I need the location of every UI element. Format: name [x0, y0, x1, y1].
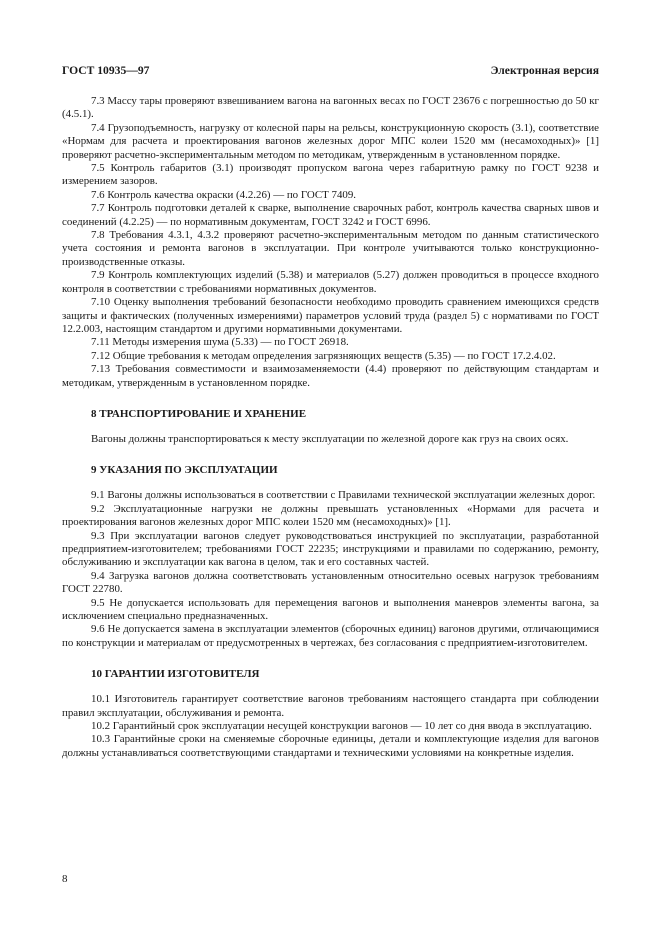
standard-designation: ГОСТ 10935—97 [62, 64, 150, 77]
page-number: 8 [62, 873, 68, 885]
clause-7-11: 7.11 Методы измерения шума (5.33) — по ГОСТ 26918. [91, 336, 349, 349]
clause-7-6: 7.6 Контроль качества окраски (4.2.26) — по ГОСТ 7409. [91, 188, 357, 201]
clause-9-6: 9.6 Не допускается замена в эксплуатации элементов (сборочных единиц) вагонов другими, отличающимися по конструкции и материалам от предусмотренных в чертежах, без согласования с предприятием-изготовителем. [62, 623, 599, 649]
section-8-heading: 8 ТРАНСПОРТИРОВАНИЕ И ХРАНЕНИЕ [91, 407, 307, 420]
section-9-heading: 9 УКАЗАНИЯ ПО ЭКСПЛУАТАЦИИ [91, 464, 278, 477]
clause-7-5: 7.5 Контроль габаритов (3.1) производят пропуском вагона через габаритную рамку по ГОСТ 9238 и измерением зазоров. [62, 162, 599, 188]
section-8-text: Вагоны должны транспортироваться к месту эксплуатации по железной дороге как груз на своих осях. [91, 432, 569, 445]
clause-7-8: 7.8 Требования 4.3.1, 4.3.2 проверяют расчетно-экспериментальным методом по данным статистического учета состояния и ремонта вагонов в эксплуатации. При контроле учитываются только конструкционно-производственные отказы. [62, 229, 599, 268]
clause-9-1: 9.1 Вагоны должны использоваться в соответствии с Правилами технической эксплуатации железных дорог. [91, 489, 596, 502]
clause-7-7: 7.7 Контроль подготовки деталей к сварке, выполнение сварочных работ, контроль качества сварных швов и соединений (4.2.25) — по нормативным документам, ГОСТ 3242 и ГОСТ 6996. [62, 202, 599, 228]
clause-9-2: 9.2 Эксплуатационные нагрузки не должны превышать установленных «Нормами для расчета и проектирования вагонов железных дорог МПС колеи 1520 мм (несамоходных)» [1]. [62, 502, 599, 529]
clause-10-2: 10.2 Гарантийный срок эксплуатации несущей конструкции вагонов — 10 лет со дня ввода в эксплуатацию. [91, 720, 592, 733]
clause-9-4: 9.4 Загрузка вагонов должна соответствовать установленным относительно осевых нагрузок требованиям ГОСТ 22780. [62, 569, 599, 596]
clause-7-3: 7.3 Массу тары проверяют взвешиванием вагона на вагонных весах по ГОСТ 23676 с погрешностью до 50 кг (4.5.1). [62, 95, 599, 121]
document-page [62, 64, 599, 760]
running-header [62, 64, 599, 78]
clause-9-5: 9.5 Не допускается использовать для перемещения вагонов и выполнения маневров элементы вагона, за исключением специально предназначенных. [62, 596, 599, 622]
document-body [62, 95, 599, 760]
clause-10-1: 10.1 Изготовитель гарантирует соответствие вагонов требованиям настоящего стандарта при соблюдении правил эксплуатации, обслуживания и ремонта. [62, 693, 599, 719]
clause-7-9: 7.9 Контроль комплектующих изделий (5.38) и материалов (5.27) должен проводиться в процессе входного контроля в соответствии с требованиями нормативных документов. [62, 269, 599, 295]
clause-9-3: 9.3 При эксплуатации вагонов следует руководствоваться инструкцией по эксплуатации, разработанной предприятием-изготовителем; требованиями ГОСТ 22235; инструкциями и правилами по содержанию, ремонту, обслуживанию и эксплуатации как вагона в целом, так и его составных частей. [62, 529, 599, 569]
clause-7-13: 7.13 Требования совместимости и взаимозаменяемости (4.4) проверяют по действующим стандартам и методикам, утвержденным в установленном порядке. [62, 363, 599, 389]
clause-10-3: 10.3 Гарантийные сроки на сменяемые сборочные единицы, детали и комплектующие изделия для вагонов должны устанавливаться соответствующими стандартами и техническими условиями на конкретные изделия. [62, 733, 599, 759]
section-10-heading: 10 ГАРАНТИИ ИЗГОТОВИТЕЛЯ [91, 668, 260, 681]
clause-7-12: 7.12 Общие требования к методам определения загрязняющих веществ (5.35) — по ГОСТ 17.2.4.02. [91, 349, 556, 362]
clause-7-10: 7.10 Оценку выполнения требований безопасности необходимо проводить сравнением имеющихся средств защиты и фактических (полученных измерениями) параметров условий труда (раздел 5) с нормативами по ГОСТ 12.2.003, настоящим стандартом и другими нормативными документами. [62, 296, 599, 335]
clause-7-4: 7.4 Грузоподъемность, нагрузку от колесной пары на рельсы, конструкционную скорость (3.1), соответствие «Нормам для расчета и проектирования вагонов железных дорог МПС колеи 1520 мм (несамоходных)» [1] проверяют расчетно-экспериментальным методом по методикам, утвержденным в установленном порядке. [62, 121, 599, 161]
version-label: Электронная версия [490, 64, 599, 77]
